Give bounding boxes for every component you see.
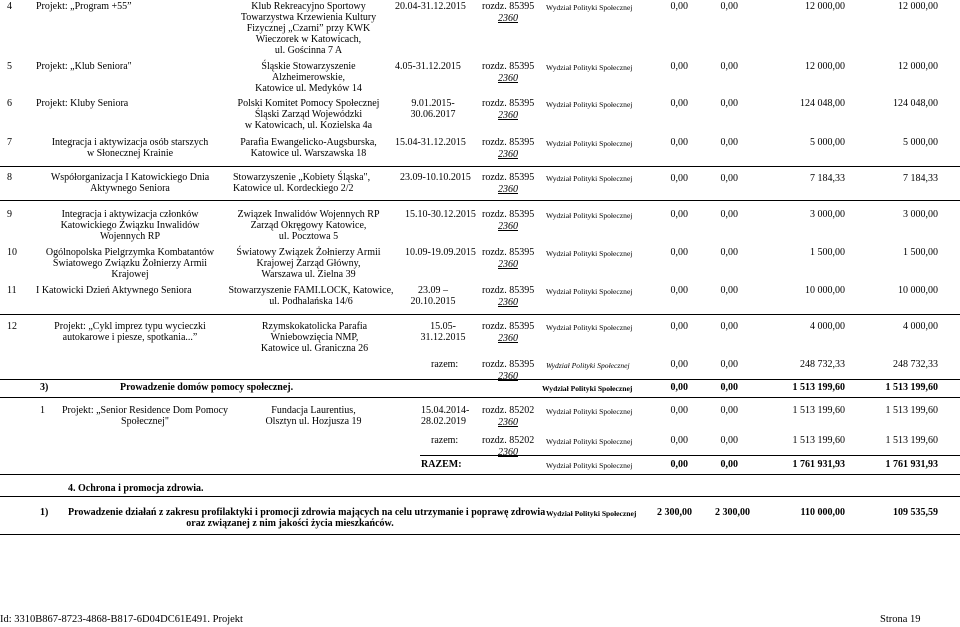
row-term: 28.02.2019 xyxy=(421,416,466,427)
row-name: Projekt: „Klub Seniora" xyxy=(36,61,132,72)
row-value-2: 2 300,00 xyxy=(715,507,750,518)
row-org-line: Katowice ul. Medyków 14 xyxy=(255,83,362,94)
total-value-1: 0,00 xyxy=(670,459,688,470)
row-value-3: 124 048,00 xyxy=(800,98,845,109)
row-lp: 9 xyxy=(7,209,12,220)
subtotal-label: razem: xyxy=(431,359,459,370)
row-lp: 1 xyxy=(40,405,45,416)
row-unit: Wydział Polityki Społecznej xyxy=(546,249,633,258)
row-paragraf: 2360 xyxy=(498,333,518,344)
row-value-3: 3 000,00 xyxy=(810,209,845,220)
row-divider xyxy=(0,314,960,315)
row-value-4: 12 000,00 xyxy=(898,1,938,12)
row-name: Krajowej xyxy=(111,269,149,280)
subtotal-unit: Wydział Polityki Społecznej xyxy=(546,361,630,370)
total-label: RAZEM: xyxy=(421,459,462,470)
subtotal-value-3: 248 732,33 xyxy=(800,359,845,370)
row-name: Wojennych RP xyxy=(99,231,161,242)
row-value-3: 12 000,00 xyxy=(805,1,845,12)
row-value-1: 0,00 xyxy=(670,1,688,12)
row-value-4: 1 513 199,60 xyxy=(885,405,938,416)
row-paragraf: 2360 xyxy=(498,73,518,84)
row-value-2: 0,00 xyxy=(720,209,738,220)
section-unit: Wydział Polityki Społecznej xyxy=(542,384,633,393)
row-org-line: Towarzystwa Krzewienia Kultury xyxy=(240,12,377,23)
row-value-1: 0,00 xyxy=(670,321,688,332)
row-value-3: 1 513 199,60 xyxy=(792,405,845,416)
row-org-line: Klub Rekreacyjno Sportowy xyxy=(251,1,366,12)
row-org-line: Parafia Ewangelicko-Augsburska, xyxy=(240,137,377,148)
row-lp: 1) xyxy=(40,507,49,518)
row-name: autokarowe i piesze, spotkania...” xyxy=(62,332,198,343)
row-klasyfikacja: rozdz. 85395 xyxy=(482,285,535,296)
row-value-1: 0,00 xyxy=(670,137,688,148)
total-value-4: 1 761 931,93 xyxy=(885,459,938,470)
row-value-4: 1 500,00 xyxy=(903,247,938,258)
row-lp: 4 xyxy=(7,1,12,12)
row-value-3: 7 184,33 xyxy=(810,173,845,184)
row-unit: Wydział Polityki Społecznej xyxy=(546,63,633,72)
row-paragraf: 2360 xyxy=(498,110,518,121)
subtotal-value-4: 248 732,33 xyxy=(893,359,938,370)
row-value-4: 4 000,00 xyxy=(903,321,938,332)
row-org-line: Katowice ul. Kordeckiego 2/2 xyxy=(233,183,354,194)
row-value-1: 0,00 xyxy=(670,98,688,109)
section-value-4: 1 513 199,60 xyxy=(885,382,938,393)
row-klasyfikacja: rozdz. 85202 xyxy=(482,405,535,416)
row-description: oraz związanej z nim jakości życia mieszkańców. xyxy=(186,518,394,529)
row-value-2: 0,00 xyxy=(720,61,738,72)
row-name: Katowickiego Związku Inwalidów xyxy=(60,220,200,231)
row-value-3: 1 500,00 xyxy=(810,247,845,258)
row-value-1: 0,00 xyxy=(670,61,688,72)
row-name: Aktywnego Seniora xyxy=(90,183,170,194)
row-value-4: 109 535,59 xyxy=(893,507,938,518)
row-org-line: Olsztyn ul. Hozjusza 19 xyxy=(265,416,362,427)
row-value-2: 0,00 xyxy=(720,98,738,109)
row-name: Integracja i aktywizacja osób starszych xyxy=(51,137,209,148)
row-value-4: 12 000,00 xyxy=(898,61,938,72)
row-unit: Wydział Polityki Społecznej xyxy=(546,509,637,518)
row-value-3: 4 000,00 xyxy=(810,321,845,332)
row-term: 23.09-10.10.2015 xyxy=(400,172,471,183)
row-name: Światowego Związku Żołnierzy Armii xyxy=(52,258,208,269)
row-divider xyxy=(0,397,960,398)
subtotal-value-2: 0,00 xyxy=(720,435,738,446)
total-unit: Wydział Polityki Społecznej xyxy=(546,461,633,470)
row-value-3: 12 000,00 xyxy=(805,61,845,72)
row-value-2: 0,00 xyxy=(720,321,738,332)
section-value-2: 0,00 xyxy=(720,382,738,393)
row-lp: 11 xyxy=(7,285,17,296)
row-klasyfikacja: rozdz. 85395 xyxy=(482,61,535,72)
row-org-line: ul. Pocztowa 5 xyxy=(278,231,339,242)
row-lp: 6 xyxy=(7,98,12,109)
row-unit: Wydział Polityki Społecznej xyxy=(546,3,633,12)
row-lp: 5 xyxy=(7,61,12,72)
subtotal-value-3: 1 513 199,60 xyxy=(792,435,845,446)
row-klasyfikacja: rozdz. 85395 xyxy=(482,98,535,109)
subtotal-paragraf: 2360 xyxy=(498,447,518,458)
section-title: Prowadzenie domów pomocy społecznej. xyxy=(120,382,294,393)
row-klasyfikacja: rozdz. 85395 xyxy=(482,321,535,332)
subtotal-value-2: 0,00 xyxy=(720,359,738,370)
row-org-line: ul. Gościnna 7 A xyxy=(274,45,343,56)
row-value-4: 10 000,00 xyxy=(898,285,938,296)
row-org-line: Światowy Związek Żołnierzy Armii xyxy=(236,247,381,258)
row-klasyfikacja: rozdz. 85395 xyxy=(482,1,535,12)
row-term: 10.09-19.09.2015 xyxy=(405,247,476,258)
row-name: w Słonecznej Krainie xyxy=(86,148,174,159)
page-number: Strona 19 xyxy=(880,614,921,625)
row-term: 30.06.2017 xyxy=(410,109,456,120)
row-lp: 10 xyxy=(7,247,17,258)
document-id: Id: 3310B867-8723-4868-B817-6D04DC61E491. Projekt xyxy=(0,614,243,625)
row-value-1: 0,00 xyxy=(670,247,688,258)
row-name: Integracja i aktywizacja członków xyxy=(61,209,199,220)
total-value-2: 0,00 xyxy=(720,459,738,470)
row-org-line: Alzheimerowskie, xyxy=(271,72,346,83)
row-name: I Katowicki Dzień Aktywnego Seniora xyxy=(36,285,192,296)
section-value-3: 1 513 199,60 xyxy=(792,382,845,393)
row-paragraf: 2360 xyxy=(498,149,518,160)
row-klasyfikacja: rozdz. 85395 xyxy=(482,247,535,258)
row-org-line: Związek Inwalidów Wojennych RP xyxy=(237,209,380,220)
row-unit: Wydział Polityki Społecznej xyxy=(546,211,633,220)
row-org-line: Katowice ul. Warszawska 18 xyxy=(250,148,367,159)
section-value-1: 0,00 xyxy=(670,382,688,393)
total-value-3: 1 761 931,93 xyxy=(792,459,845,470)
row-org-line: w Katowicach, ul. Kozielska 4a xyxy=(244,120,373,131)
row-value-1: 0,00 xyxy=(670,209,688,220)
row-org-line: Fizycznej „Czarni” przy KWK xyxy=(246,23,371,34)
row-org-line: Śląskie Stowarzyszenie xyxy=(261,61,356,72)
subtotal-klasyfikacja: rozdz. 85202 xyxy=(482,435,535,446)
row-paragraf: 2360 xyxy=(498,297,518,308)
row-description: Prowadzenie działań z zakresu profilaktyki i promocji zdrowia mających na celu utrzymanie i poprawę zdrowia xyxy=(68,507,546,518)
row-org-line: Rzymskokatolicka Parafia xyxy=(261,321,368,332)
row-value-4: 5 000,00 xyxy=(903,137,938,148)
row-name: Projekt: „Senior Residence Dom Pomocy xyxy=(61,405,229,416)
row-unit: Wydział Polityki Społecznej xyxy=(546,287,633,296)
row-value-4: 3 000,00 xyxy=(903,209,938,220)
row-org-line: Krajowej Zarząd Główny, xyxy=(256,258,361,269)
row-divider xyxy=(0,534,960,535)
row-name: Projekt: „Program +55” xyxy=(36,1,132,12)
row-unit: Wydział Polityki Społecznej xyxy=(546,323,633,332)
row-value-3: 5 000,00 xyxy=(810,137,845,148)
row-divider xyxy=(0,166,960,167)
row-name: Projekt: „Cykl imprez typu wycieczki xyxy=(54,321,206,332)
row-paragraf: 2360 xyxy=(498,221,518,232)
row-divider xyxy=(0,474,960,475)
row-org-line: Fundacja Laurentius, xyxy=(271,405,356,416)
row-value-4: 124 048,00 xyxy=(893,98,938,109)
subtotal-value-1: 0,00 xyxy=(670,359,688,370)
row-value-2: 0,00 xyxy=(720,137,738,148)
row-value-1: 0,00 xyxy=(670,285,688,296)
row-unit: Wydział Polityki Społecznej xyxy=(546,407,633,416)
row-klasyfikacja: rozdz. 85395 xyxy=(482,209,535,220)
row-org-line: Śląski Zarząd Wojewódzki xyxy=(254,109,363,120)
row-name: Ogólnopolska Pielgrzymka Kombatantów xyxy=(45,247,215,258)
row-value-1: 0,00 xyxy=(670,405,688,416)
row-unit: Wydział Polityki Społecznej xyxy=(546,174,633,183)
subtotal-label: razem: xyxy=(431,435,459,446)
row-paragraf: 2360 xyxy=(498,13,518,24)
row-org-line: Katowice ul. Graniczna 26 xyxy=(260,343,369,354)
row-unit: Wydział Polityki Społecznej xyxy=(546,100,633,109)
row-value-1: 2 300,00 xyxy=(657,507,692,518)
row-value-3: 10 000,00 xyxy=(805,285,845,296)
row-term: 23.09 – xyxy=(418,285,448,296)
row-value-2: 0,00 xyxy=(720,247,738,258)
row-term: 20.10.2015 xyxy=(410,296,456,307)
row-lp: 7 xyxy=(7,137,12,148)
row-lp: 8 xyxy=(7,172,12,183)
row-term: 15.04.2014- xyxy=(421,405,470,416)
row-org-line: Stowarzyszenie „Kobiety Śląska", xyxy=(233,172,371,183)
row-term: 4.05-31.12.2015 xyxy=(395,61,461,72)
row-divider xyxy=(420,455,960,456)
row-term: 15.05- xyxy=(430,321,456,332)
row-name: Współorganizacja I Katowickiego Dnia xyxy=(50,172,210,183)
row-org-line: Warszawa ul. Zielna 39 xyxy=(261,269,356,280)
row-value-4: 7 184,33 xyxy=(903,173,938,184)
subtotal-value-4: 1 513 199,60 xyxy=(885,435,938,446)
row-divider xyxy=(0,379,960,380)
row-term: 15.04-31.12.2015 xyxy=(395,137,466,148)
row-unit: Wydział Polityki Społecznej xyxy=(546,139,633,148)
row-name: Projekt: Kluby Seniora xyxy=(36,98,129,109)
row-value-3: 110 000,00 xyxy=(800,507,845,518)
subtotal-unit: Wydział Polityki Społecznej xyxy=(546,437,633,446)
row-org-line: Polski Komitet Pomocy Społecznej xyxy=(237,98,380,109)
row-org-line: Wieczorek w Katowicach, xyxy=(255,34,362,45)
row-value-1: 0,00 xyxy=(670,173,688,184)
row-divider xyxy=(0,200,960,201)
row-org-line: ul. Podhalańska 14/6 xyxy=(269,296,353,307)
row-value-2: 0,00 xyxy=(720,285,738,296)
row-value-2: 0,00 xyxy=(720,1,738,12)
row-term: 20.04-31.12.2015 xyxy=(395,1,466,12)
row-paragraf: 2360 xyxy=(498,417,518,428)
row-paragraf: 2360 xyxy=(498,184,518,195)
row-term: 9.01.2015- xyxy=(411,98,455,109)
subtotal-paragraf: 2360 xyxy=(498,371,518,382)
row-org-line: Stowarzyszenie FAMI.LOCK, Katowice, xyxy=(228,285,394,296)
row-value-2: 0,00 xyxy=(720,405,738,416)
subtotal-klasyfikacja: rozdz. 85395 xyxy=(482,359,535,370)
row-org-line: Wniebowzięcia NMP, xyxy=(270,332,359,343)
subtotal-value-1: 0,00 xyxy=(670,435,688,446)
row-term: 15.10-30.12.2015 xyxy=(405,209,476,220)
row-org-line: Zarząd Okręgowy Katowice, xyxy=(250,220,367,231)
row-klasyfikacja: rozdz. 85395 xyxy=(482,172,535,183)
row-lp: 12 xyxy=(7,321,17,332)
section-number: 3) xyxy=(40,382,49,393)
row-value-2: 0,00 xyxy=(720,173,738,184)
row-klasyfikacja: rozdz. 85395 xyxy=(482,137,535,148)
row-name: Społecznej" xyxy=(121,416,169,427)
row-divider xyxy=(0,496,960,497)
row-paragraf: 2360 xyxy=(498,259,518,270)
row-term: 31.12.2015 xyxy=(420,332,466,343)
section-title: 4. Ochrona i promocja zdrowia. xyxy=(68,483,204,494)
